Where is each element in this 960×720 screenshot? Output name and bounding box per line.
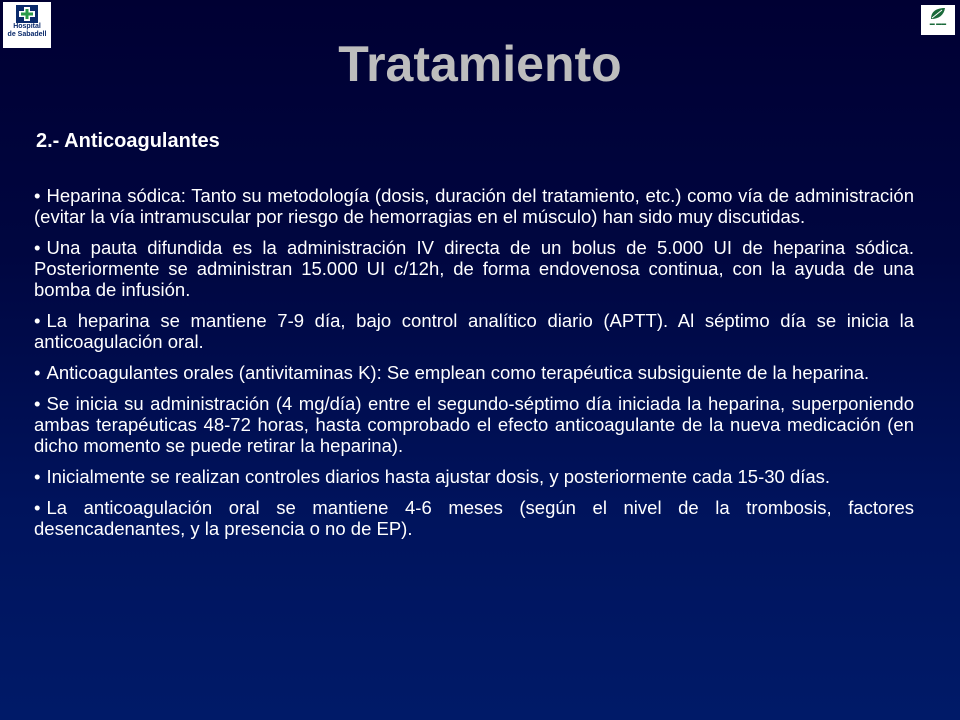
bullet-item xyxy=(34,310,914,352)
logo-text-line2: de Sabadell xyxy=(7,31,47,38)
logo-text-line1: Hospital xyxy=(13,23,41,30)
bullet-text: Se inicia su administración (4 mg/día) entre el segundo-séptimo día iniciada la heparina, superponiendo ambas terapéuticas 48-72 horas, hasta comprobado el efecto anticoagulante de la nueva medicación (en dicho momento se puede retirar la heparina). xyxy=(34,393,914,456)
bullet-item xyxy=(34,362,914,383)
bullet-dot: • xyxy=(34,185,41,206)
bullet-dot: • xyxy=(34,466,41,487)
hospital-cross-icon xyxy=(16,5,38,23)
bullet-item xyxy=(34,185,914,227)
bullet-dot: • xyxy=(34,393,41,414)
bullet-text: Inicialmente se realizan controles diarios hasta ajustar dosis, y posteriormente cada 15-30 días. xyxy=(46,466,831,487)
bullet-text: Una pauta difundida es la administración IV directa de un bolus de 5.000 UI de heparina sódica. Posteriormente se administran 15.000 UI c/12h, de forma endovenosa continua, con la ayuda de una bomba de infusión. xyxy=(34,237,914,300)
bullet-dot: • xyxy=(34,310,41,331)
bullet-item xyxy=(34,466,914,487)
bullet-item xyxy=(34,497,914,539)
bullet-dot: • xyxy=(34,237,41,258)
leaf-icon xyxy=(929,7,947,21)
bullet-item xyxy=(34,237,914,300)
bullet-item xyxy=(34,393,914,456)
institution-logo xyxy=(921,5,955,35)
section-subtitle: 2.- Anticoagulantes xyxy=(36,130,220,152)
bullet-text: La anticoagulación oral se mantiene 4-6 meses (según el nivel de la trombosis, factores desencadenantes, y la presencia o no de EP). xyxy=(34,497,914,539)
bullet-dot: • xyxy=(34,362,41,383)
bullet-dot: • xyxy=(34,497,41,518)
bullet-text: La heparina se mantiene 7-9 día, bajo control analítico diario (APTT). Al séptimo día se inicia la anticoagulación oral. xyxy=(34,310,914,352)
logo-small-text: ▬ ▬▬ xyxy=(929,21,947,27)
bullet-list xyxy=(34,185,914,549)
bullet-text: Anticoagulantes orales (antivitaminas K): Se emplean como terapéutica subsiguiente de la heparina. xyxy=(46,362,870,383)
slide-title: Tratamiento xyxy=(338,36,622,92)
bullet-text: Heparina sódica: Tanto su metodología (dosis, duración del tratamiento, etc.) como vía de administración (evitar la vía intramuscular por riesgo de hemorragias en el músculo) han sido muy discutidas. xyxy=(34,185,914,227)
